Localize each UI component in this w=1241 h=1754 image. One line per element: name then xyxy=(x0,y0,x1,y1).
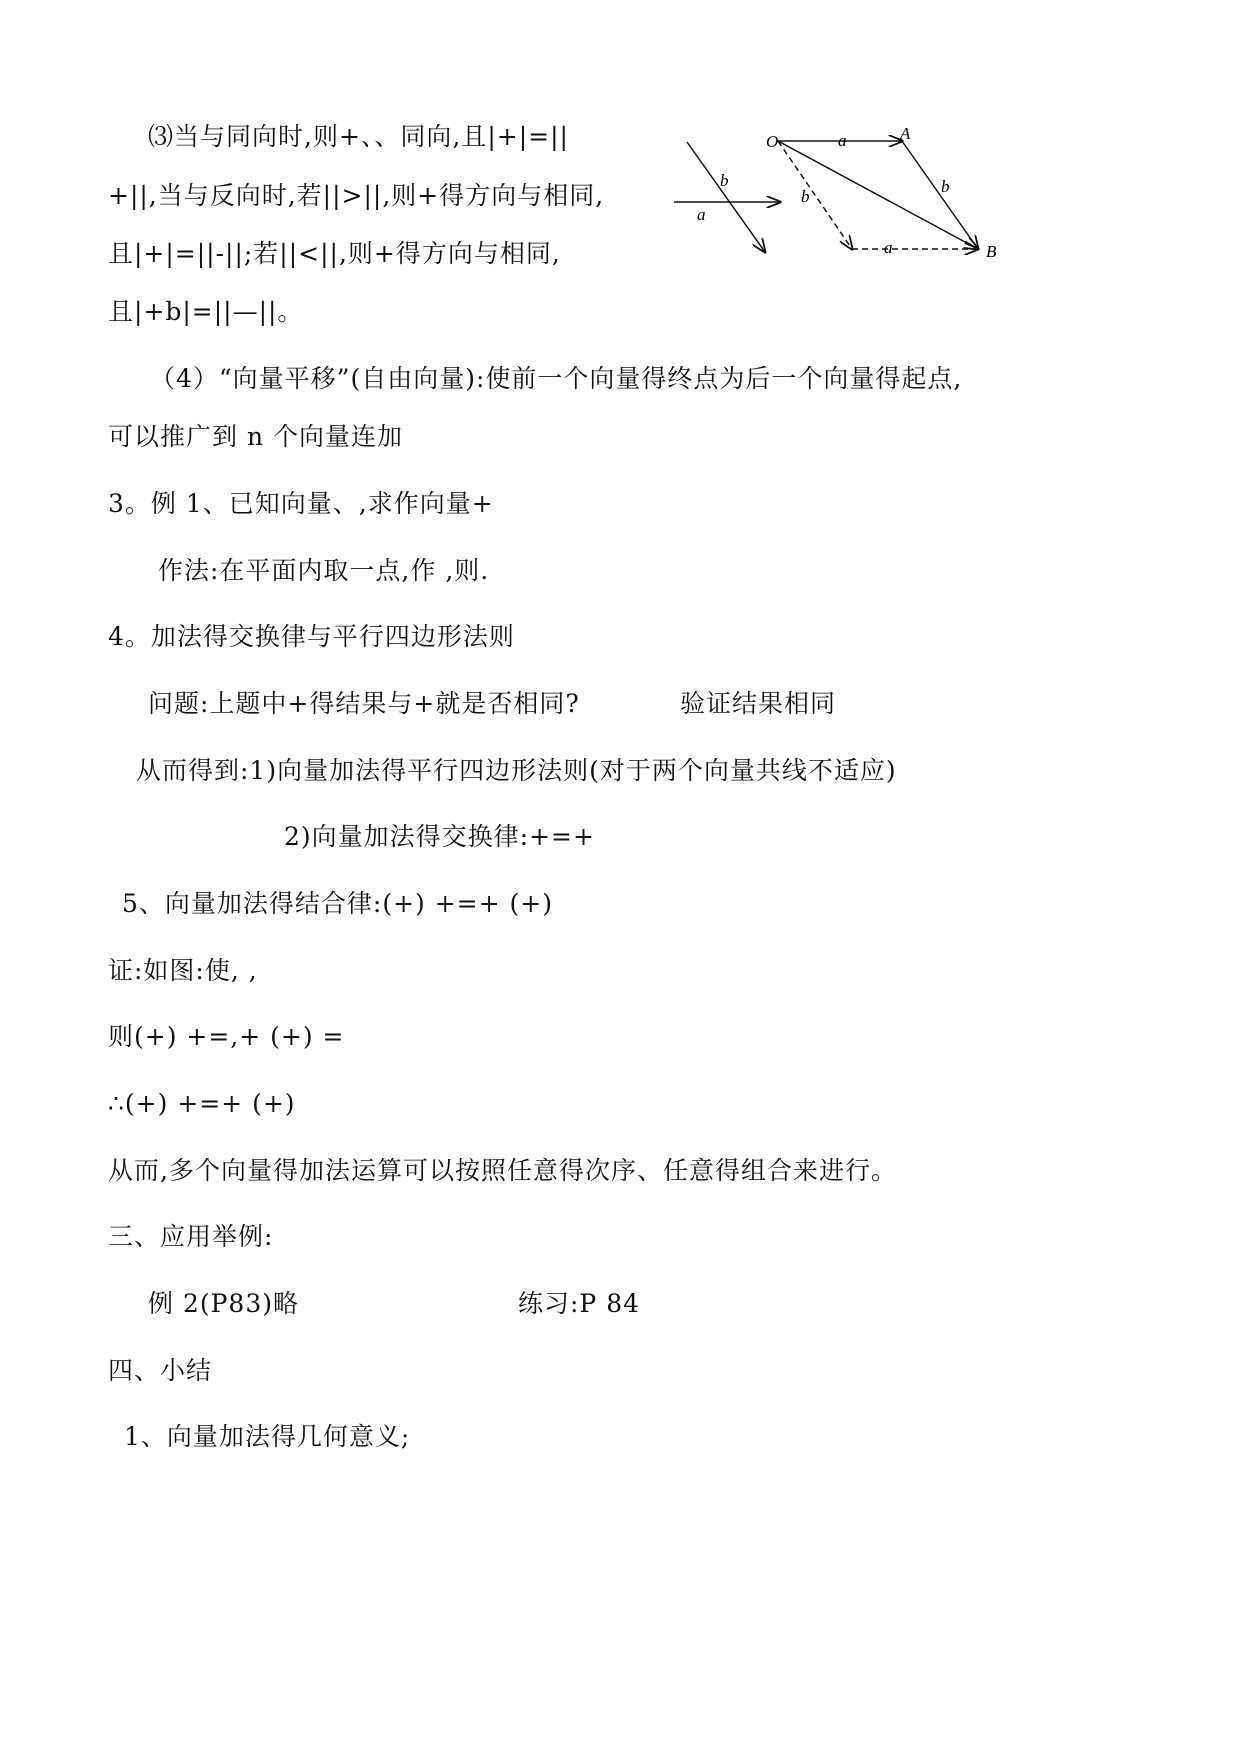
text-line-10b: 验证结果相同 xyxy=(680,689,837,718)
label-b-crossing: b xyxy=(720,171,729,190)
text-line-10a: 问题:上题中+得结果与+就是否相同? xyxy=(148,689,580,718)
text-line-20: 四、小结 xyxy=(108,1356,213,1385)
text-line-5: （4）“向量平移”(自由向量):使前一个向量得终点为后一个向量得起点, xyxy=(150,364,963,393)
text-line-15: 则(+) +=,+ (+) = xyxy=(108,1022,345,1051)
text-line-8: 作法:在平面内取一点,作 ,则. xyxy=(158,556,490,585)
text-line-11: 从而得到:1)向量加法得平行四边形法则(对于两个向量共线不适应) xyxy=(136,756,897,785)
label-o: O xyxy=(766,132,779,151)
text-line-4: 且|+b|=||—||。 xyxy=(108,297,304,326)
label-b-right: b xyxy=(941,177,950,196)
text-line-13: 5、向量加法得结合律:(+) +=+ (+) xyxy=(122,889,553,918)
text-line-16: ∴(+) +=+ (+) xyxy=(108,1089,296,1118)
text-line-14: 证:如图:使, , xyxy=(108,956,258,985)
vector-b-crossing xyxy=(687,142,765,252)
text-line-6: 可以推广到 n 个向量连加 xyxy=(108,422,403,451)
text-line-18: 三、应用举例: xyxy=(108,1222,274,1251)
label-a-crossing: a xyxy=(697,205,706,224)
text-line-12: 2)向量加法得交换律:+=+ xyxy=(284,822,595,851)
text-line-1: ⑶当与同向时,则+、、同向,且|+|=|| xyxy=(148,122,569,151)
text-line-19a: 例 2(P83)略 xyxy=(148,1289,299,1318)
text-line-17: 从而,多个向量得加法运算可以按照任意得次序、任意得组合来进行。 xyxy=(108,1156,897,1185)
label-a-top: a xyxy=(838,131,847,150)
label-a-bottom: a xyxy=(884,238,893,257)
vector-b-dashed xyxy=(778,141,852,249)
text-line-9: 4。加法得交换律与平行四边形法则 xyxy=(108,622,515,651)
vector-addition-figure xyxy=(697,124,1130,295)
text-line-21: 1、向量加法得几何意义; xyxy=(124,1422,411,1451)
label-b-diag: b xyxy=(801,187,810,206)
label-b-point: B xyxy=(986,242,997,261)
text-line-3: 且|+|=||-||;若||<||,则+得方向与相同, xyxy=(108,239,561,268)
label-a-point: A xyxy=(900,124,911,143)
text-line-2: +||,当与反向时,若||>||,则+得方向与相同, xyxy=(108,181,605,210)
text-line-7: 3。例 1、已知向量、,求作向量+ xyxy=(108,489,494,518)
vector-ab xyxy=(902,141,978,249)
text-line-19b: 练习:P 84 xyxy=(518,1289,641,1318)
